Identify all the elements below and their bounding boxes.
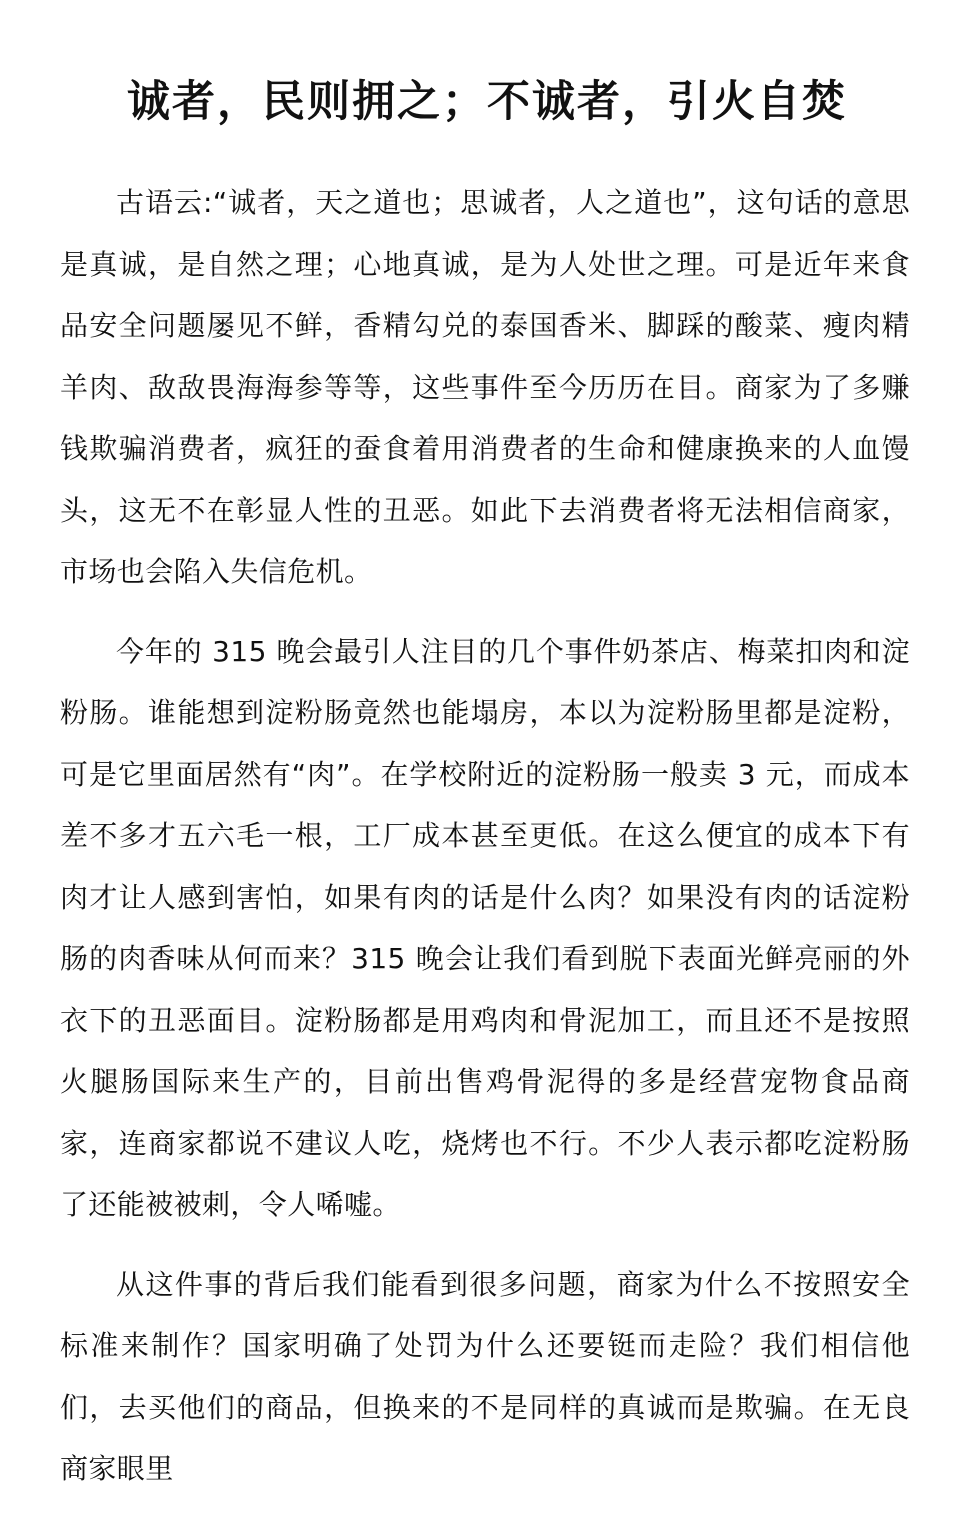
article-body: [60, 172, 910, 1518]
article-title: 诚者，民则拥之；不诚者，引火自焚: [127, 77, 847, 127]
paragraph-3: 从这件事的背后我们能看到很多问题，商家为什么不按照安全标准来制作？国家明确了处罚为什么还要铤而走险？我们相信他们，去买他们的商品，但换来的不是同样的真诚而是欺骗。在无良商家眼里: [60, 1267, 910, 1485]
paragraph-2: 今年的 315 晚会最引人注目的几个事件奶茶店、梅菜扣肉和淀粉肠。谁能想到淀粉肠竟然也能塌房，本以为淀粉肠里都是淀粉，可是它里面居然有“肉”。在学校附近的淀粉肠一般卖 3 元，而成本差不多才五六毛一根，工厂成本甚至更低。在这么便宜的成本下有肉才让人感到害怕，如果有肉的话是什么肉？如果没有肉的话淀粉肠的肉香味从何而来？315 晚会让我们看到脱下表面光鲜亮丽的外衣下的丑恶面目。淀粉肠都是用鸡肉和骨泥加工，而且还不是按照火腿肠国际来生产的，目前出售鸡骨泥得的多是经营宠物食品商家，连商家都说不建议人吃，烧烤也不行。不少人表示都吃淀粉肠了还能被被刺，令人唏嘘。: [60, 634, 910, 1221]
paragraph-1: 古语云:“诚者，天之道也；思诚者，人之道也”，这句话的意思是真诚，是自然之理；心地真诚，是为人处世之理。可是近年来食品安全问题屡见不鲜，香精勾兑的泰国香米、脚踩的酸菜、瘦肉精羊肉、敌敌畏海海参等等，这些事件至今历历在目。商家为了多赚钱欺骗消费者，疯狂的蚕食着用消费者的生命和健康换来的人血馒头，这无不在彰显人性的丑恶。如此下去消费者将无法相信商家，市场也会陷入失信危机。: [60, 186, 910, 588]
